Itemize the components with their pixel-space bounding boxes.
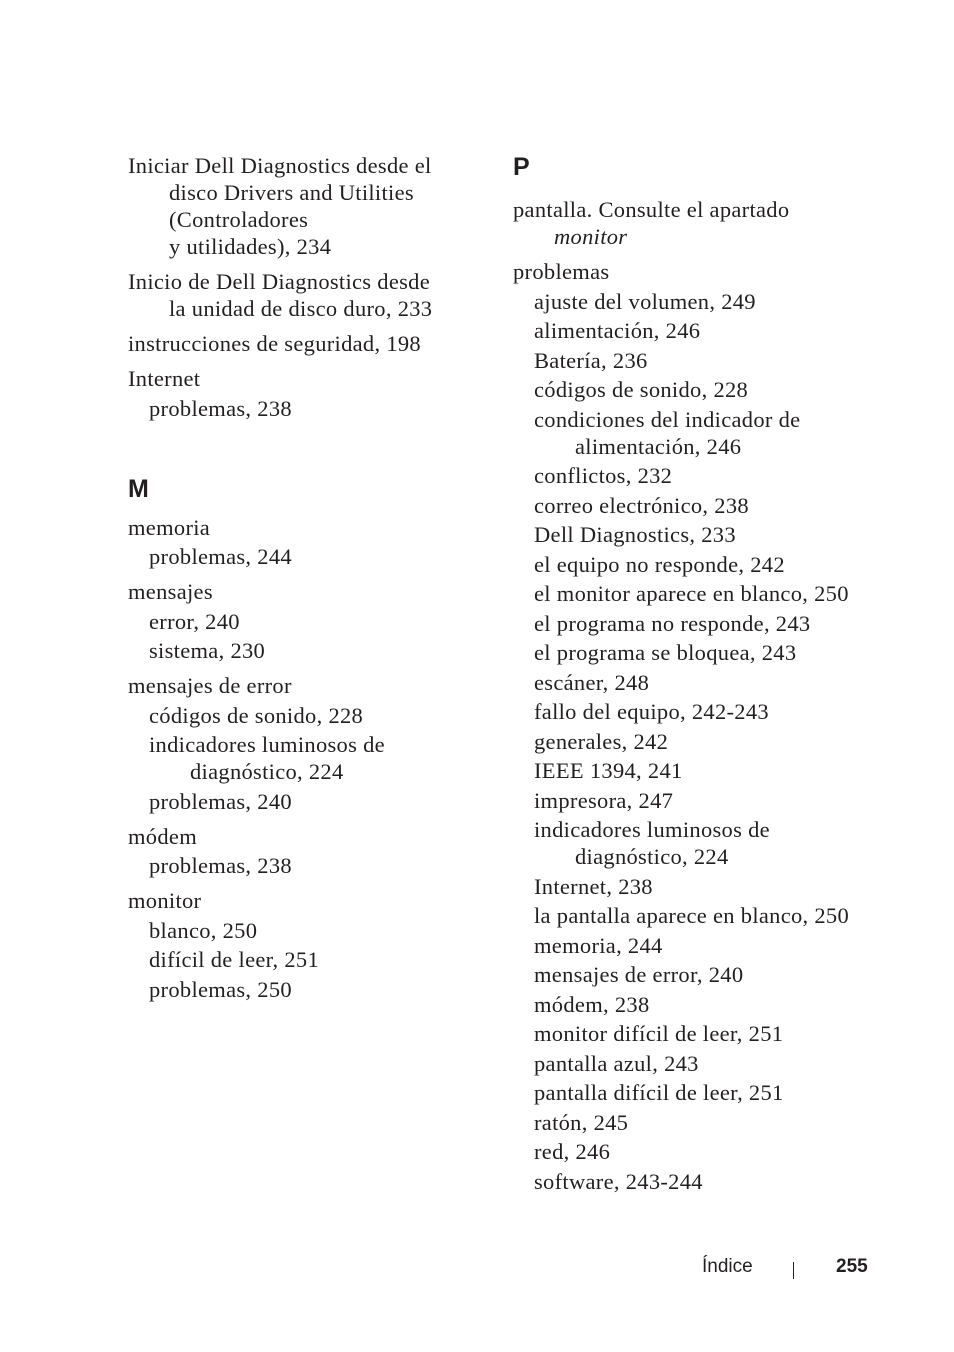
index-subentry <box>513 317 933 344</box>
index-subentry-term: fallo del equipo, 242-243 <box>534 699 769 724</box>
index-subentry-term: indicadores luminosos de <box>534 817 770 842</box>
section-letter-p: P <box>513 153 530 181</box>
index-entry <box>128 672 478 815</box>
index-entry-term: disco Drivers and Utilities <box>169 180 414 205</box>
index-subentry <box>513 639 933 666</box>
index-subentry <box>513 347 933 374</box>
index-subentry <box>128 917 478 944</box>
index-subentry <box>513 1109 933 1136</box>
index-subentry-term: la pantalla aparece en blanco, 250 <box>534 903 850 928</box>
index-subentry-term: el programa no responde, 243 <box>534 610 811 636</box>
index-subentry-term: problemas, 238 <box>149 853 292 878</box>
index-subentry <box>513 728 933 755</box>
index-subentry <box>128 788 478 815</box>
index-subentry <box>128 702 478 729</box>
index-subentry-term: Batería, 236 <box>534 347 648 373</box>
index-subentry-term: sistema, 230 <box>149 638 266 663</box>
index-entry-term: mensajes <box>128 579 213 604</box>
index-subentry <box>513 521 933 548</box>
index-subentry-term: ajuste del volumen, 249 <box>534 288 756 314</box>
index-column-right <box>513 152 933 1203</box>
index-subentry <box>128 608 478 635</box>
index-subentry-term: impresora, 247 <box>534 787 674 813</box>
index-entry <box>128 887 478 1003</box>
index-subentry-term: Internet, 238 <box>534 873 653 899</box>
index-subentry-term: diagnóstico, 224 <box>575 844 729 869</box>
page-number: 255 <box>836 1256 868 1277</box>
index-subentry <box>513 961 933 988</box>
index-subentry <box>513 902 933 929</box>
index-subentry <box>513 462 933 489</box>
index-subentry-term: indicadores luminosos de <box>149 732 385 757</box>
index-subentry-term: el equipo no responde, 242 <box>534 551 785 577</box>
index-entry-term: memoria <box>128 514 211 540</box>
index-subentry-term: códigos de sonido, 228 <box>534 377 749 402</box>
section-letter-m: M <box>128 474 149 503</box>
index-subentry <box>128 637 478 664</box>
index-subentry-term: el monitor aparece en blanco, 250 <box>534 581 849 606</box>
index-subentry <box>128 976 478 1003</box>
index-subentry <box>128 852 478 879</box>
index-subentry-term: generales, 242 <box>534 728 669 754</box>
index-entry <box>513 258 933 1195</box>
index-subentry-term: red, 246 <box>534 1139 611 1164</box>
index-see-reference: monitor <box>554 224 628 249</box>
index-subentry-term: conflictos, 232 <box>534 463 673 488</box>
index-subentry-term: alimentación, 246 <box>534 318 701 343</box>
index-subentry-term: módem, 238 <box>534 991 650 1017</box>
index-subentry <box>513 1050 933 1077</box>
index-subentry-term: problemas, 250 <box>149 976 292 1002</box>
index-subentry <box>513 551 933 578</box>
index-subentry <box>513 492 933 519</box>
index-subentry <box>513 406 933 460</box>
index-subentry <box>513 991 933 1018</box>
index-subentry <box>513 288 933 315</box>
index-entry-term: (Controladores <box>169 207 309 232</box>
index-subentry <box>128 395 478 422</box>
index-subentry <box>513 1138 933 1165</box>
index-entry <box>128 578 478 664</box>
index-entry-term: mensajes de error <box>128 673 292 698</box>
index-entry-term: Internet <box>128 366 201 391</box>
index-subentry <box>128 543 478 570</box>
index-entry-term: problemas <box>513 259 610 284</box>
index-subentry-term: Dell Diagnostics, 233 <box>534 522 736 547</box>
index-subentry-term: escáner, 248 <box>534 669 650 695</box>
index-subentry <box>513 873 933 900</box>
index-subentry <box>513 1168 933 1195</box>
index-entry <box>128 823 478 880</box>
footer-section-label: Índice <box>702 1256 753 1277</box>
index-subentry <box>128 731 478 785</box>
index-entry-term: y utilidades), 234 <box>169 234 332 259</box>
index-subentry-term: pantalla azul, 243 <box>534 1050 699 1076</box>
index-subentry <box>513 376 933 403</box>
index-entry-term: pantalla. Consulte el apartado <box>513 197 790 222</box>
index-subentry-term: diagnóstico, 224 <box>190 759 344 784</box>
index-subentry-term: software, 243-244 <box>534 1168 703 1194</box>
index-entry-term: módem <box>128 823 197 849</box>
index-subentry-term: condiciones del indicador de <box>534 406 801 432</box>
index-column-left <box>128 152 478 1011</box>
index-subentry <box>513 1079 933 1106</box>
index-entry <box>128 514 478 571</box>
index-entry-term: Iniciar Dell Diagnostics desde el <box>128 153 432 178</box>
index-subentry <box>513 932 933 959</box>
index-subentry-term: alimentación, 246 <box>575 433 742 459</box>
index-entry-term: monitor <box>128 888 202 913</box>
index-entry-term: instrucciones de seguridad, 198 <box>128 331 421 356</box>
index-entry <box>513 196 933 250</box>
index-subentry <box>513 580 933 607</box>
index-subentry-term: el programa se bloquea, 243 <box>534 640 797 665</box>
index-subentry <box>513 669 933 696</box>
index-subentry <box>513 816 933 870</box>
index-subentry-term: problemas, 240 <box>149 788 292 814</box>
footer-separator <box>793 1262 794 1279</box>
index-subentry <box>513 610 933 637</box>
index-subentry-term: difícil de leer, 251 <box>149 947 320 972</box>
index-subentry-term: error, 240 <box>149 608 240 634</box>
index-subentry-term: problemas, 244 <box>149 544 292 569</box>
index-subentry-term: monitor difícil de leer, 251 <box>534 1021 784 1046</box>
index-subentry-term: códigos de sonido, 228 <box>149 702 364 728</box>
index-subentry <box>513 698 933 725</box>
index-subentry <box>513 1020 933 1047</box>
index-entry <box>128 365 478 422</box>
index-subentry <box>513 757 933 784</box>
index-entry <box>128 330 478 357</box>
index-subentry-term: correo electrónico, 238 <box>534 492 749 518</box>
index-entry-term: Inicio de Dell Diagnostics desde <box>128 269 431 294</box>
index-subentry-term: memoria, 244 <box>534 932 663 958</box>
index-subentry-term: pantalla difícil de leer, 251 <box>534 1080 784 1105</box>
index-subentry-term: problemas, 238 <box>149 395 292 421</box>
index-subentry <box>513 787 933 814</box>
index-subentry-term: ratón, 245 <box>534 1109 629 1135</box>
index-entry <box>128 268 478 322</box>
index-entry-term: la unidad de disco duro, 233 <box>169 296 433 321</box>
index-subentry-term: IEEE 1394, 241 <box>534 758 683 783</box>
index-subentry <box>128 946 478 973</box>
index-subentry-term: mensajes de error, 240 <box>534 962 744 987</box>
index-subentry-term: blanco, 250 <box>149 917 258 943</box>
index-entry <box>128 152 478 260</box>
page-footer <box>0 1254 954 1284</box>
